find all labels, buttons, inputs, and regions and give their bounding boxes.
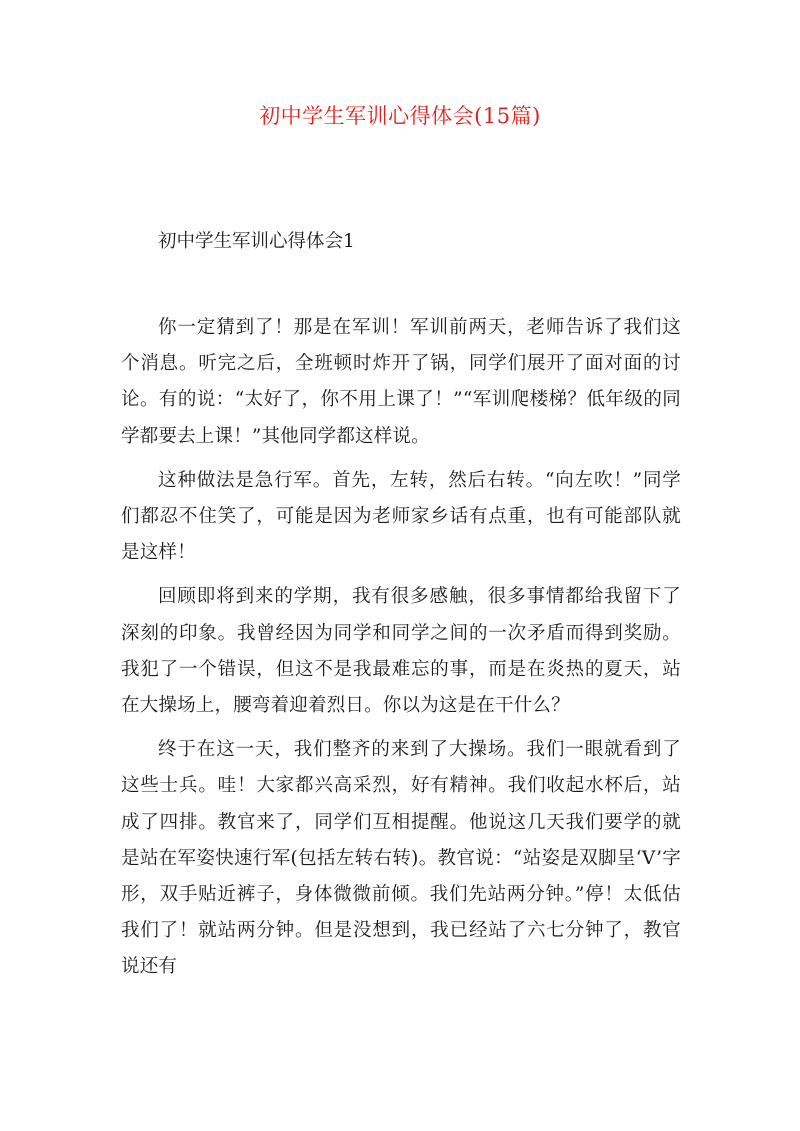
document-title: 初中学生军训心得体会(15篇)	[259, 104, 541, 128]
section-heading: 初中学生军训心得体会1	[158, 231, 355, 252]
paragraph-2: 这种做法是急行军。首先，左转，然后右转。“向左吹！”同学们都忍不住笑了，可能是因为老师家乡话有点重，也有可能部队就是这样！	[121, 469, 681, 564]
paragraph-4: 终于在这一天，我们整齐的来到了大操场。我们一眼就看到了这些士兵。哇！大家都兴高采烈，好有精神。我们收起水杯后，站成了四排。教官来了，同学们互相提醒。他说这几天我们要学的就是站在军姿快速行军(包括左转右转)。教官说：“站姿是双脚呈‘V’字形，双手贴近裤子，身体微微前倾。我们先站两分钟。”停！太低估我们了！就站两分钟。但是没想到，我已经站了六七分钟了，教官说还有	[121, 739, 681, 978]
document-body	[121, 310, 681, 994]
paragraph-3: 回顾即将到来的学期，我有很多感触，很多事情都给我留下了深刻的印象。我曾经因为同学和同学之间的一次矛盾而得到奖励。我犯了一个错误，但这不是我最难忘的事，而是在炎热的夏天，站在大操场上，腰弯着迎着烈日。你以为这是在干什么？	[121, 586, 681, 717]
paragraph-1: 你一定猜到了！那是在军训！军训前两天，老师告诉了我们这个消息。听完之后，全班顿时炸开了锅，同学们展开了面对面的讨论。有的说：“太好了，你不用上课了！”“军训爬楼梯？低年级的同学都要去上课！”其他同学都这样说。	[121, 317, 681, 447]
